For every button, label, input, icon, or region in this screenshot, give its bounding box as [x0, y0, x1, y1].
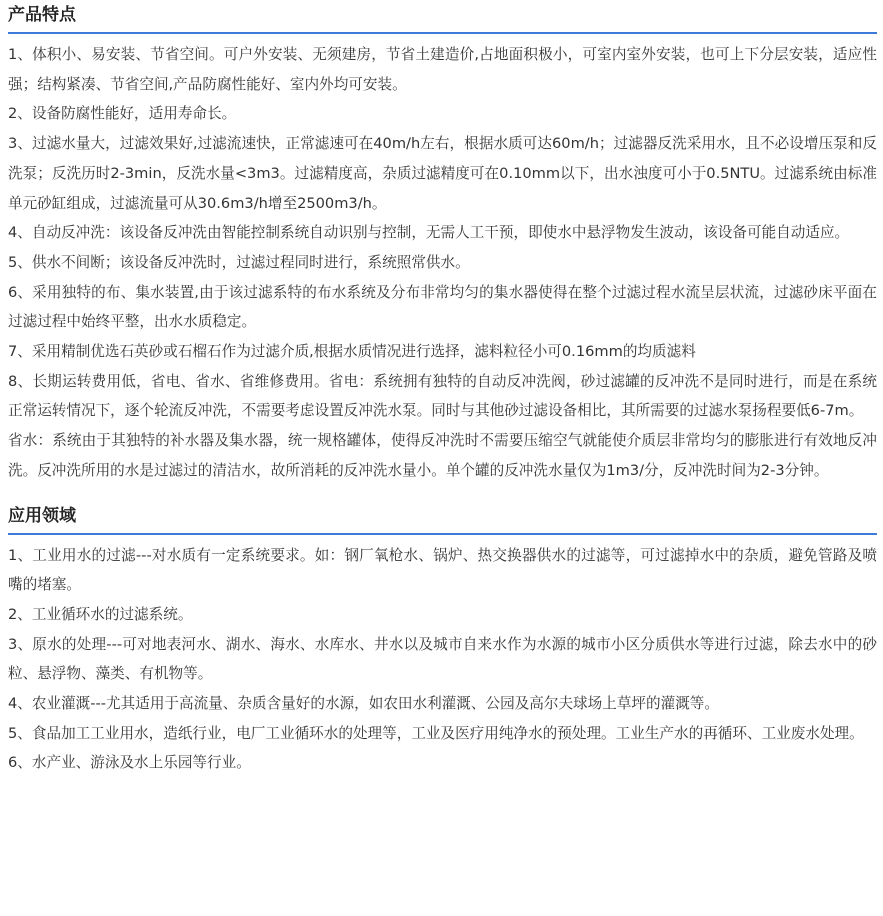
applications-item: 4、农业灌溉---尤其适用于高流量、杂质含量好的水源，如农田水利灌溉、公园及高尔夫球场上草坪的灌溉等。: [8, 695, 719, 713]
applications-item: 2、工业循环水的过滤系统。: [8, 605, 193, 623]
features-item: 4、自动反冲洗：该设备反冲洗由智能控制系统自动识别与控制，无需人工干预，即使水中悬浮物发生波动，该设备可能自动适应。: [8, 224, 850, 242]
features-item: 2、设备防腐性能好，适用寿命长。: [8, 105, 237, 123]
features-list: [8, 40, 877, 486]
features-item: 1、体积小、易安装、节省空间。可户外安装、无须建房，节省土建造价,占地面积极小，可室内室外安装，也可上下分层安装，适应性强；结构紧凑、节省空间,产品防腐性能好、室内外均可安装。: [8, 46, 877, 93]
section-title-features: 产品特点: [8, 0, 877, 34]
applications-list: [8, 541, 877, 779]
applications-item: 1、工业用水的过滤---对水质有一定系统要求。如：钢厂氧枪水、锅炉、热交换器供水的过滤等，可过滤掉水中的杂质，避免管路及喷嘴的堵塞。: [8, 546, 877, 594]
applications-item: 5、食品加工工业用水，造纸行业，电厂工业循环水的处理等，工业及医疗用纯净水的预处理。工业生产水的再循环、工业废水处理。: [8, 724, 864, 742]
features-item: 省水：系统由于其独特的补水器及集水器，统一规格罐体，使得反冲洗时不需要压缩空气就能使介质层非常均匀的膨胀进行有效地反冲洗。反冲洗所用的水是过滤过的清洁水，故所消耗的反冲洗水量小。单个罐的反冲洗水量仅为1m3/分，反冲洗时间为2-3分钟。: [8, 432, 877, 479]
features-item: 5、供水不间断；该设备反冲洗时，过滤过程同时进行，系统照常供水。: [8, 253, 470, 271]
features-item: 3、过滤水量大，过滤效果好,过滤流速快，正常滤速可在40m/h左右，根据水质可达60m/h；过滤器反洗采用水，且不必设增压泵和反洗泵；反洗历时2-3min，反洗水量<3m3。过滤精度高，杂质过滤精度可在0.10mm以下，出水浊度可小于0.5NTU。过滤系统由标准单元砂缸组成，过滤流量可从30.6m3/h增至2500m3/h。: [8, 135, 877, 212]
features-item: 6、采用独特的布、集水装置,由于该过滤系特的布水系统及分布非常均匀的集水器使得在整个过滤过程水流呈层状流，过滤砂床平面在过滤过程中始终平整，出水水质稳定。: [8, 283, 877, 331]
applications-item: 3、原水的处理---可对地表河水、湖水、海水、水库水、井水以及城市自来水作为水源的城市小区分质供水等进行过滤，除去水中的砂粒、悬浮物、藻类、有机物等。: [8, 635, 877, 683]
features-item: 7、采用精制优选石英砂或石榴石作为过滤介质,根据水质情况进行选择，滤料粒径小可0.16mm的均质滤料: [8, 343, 696, 361]
applications-item: 6、水产业、游泳及水上乐园等行业。: [8, 754, 251, 772]
features-item: 8、长期运转费用低，省电、省水、省维修费用。省电：系统拥有独特的自动反冲洗阀，砂过滤罐的反冲洗不是同时进行，而是在系统正常运转情况下，逐个轮流反冲洗，不需要考虑设置反冲洗水泵。同时与其他砂过滤设备相比，其所需要的过滤水泵扬程要低6-7m。: [8, 372, 877, 420]
section-title-applications: 应用领域: [8, 501, 877, 535]
